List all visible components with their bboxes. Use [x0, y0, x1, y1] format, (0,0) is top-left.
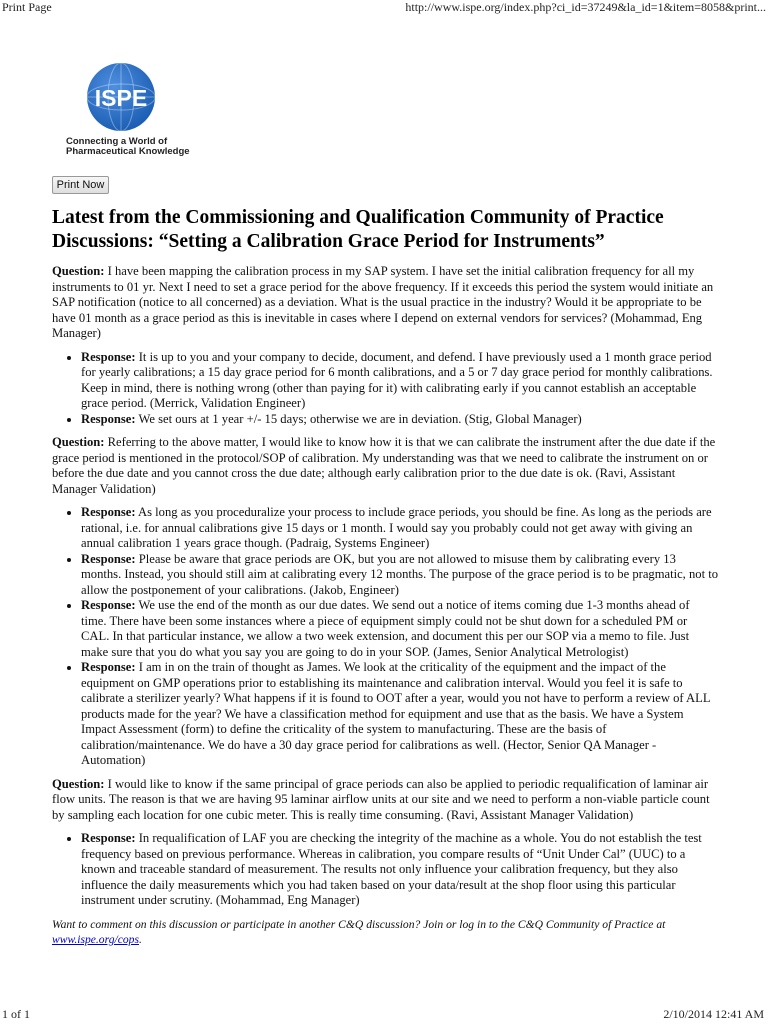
- header-page-title: Print Page: [2, 0, 52, 14]
- ispe-logo: [52, 62, 192, 162]
- response-item: [81, 412, 718, 428]
- question-text: Referring to the above matter, I would like to know how it is that we can calibrate the instrument after the due date if the grace period is mentioned in the protocol/SOP of calibration. My understanding was that we need to calibrate the instrument on or before the due date and you cannot cross the due date; although early calibration prior to the due date is ok. (Ravi, Assistant Manager Validation): [52, 435, 716, 496]
- response-text: We use the end of the month as our due dates. We send out a notice of items coming due 1-3 months ahead of time. There have been some instances where a piece of equipment simply could not be shut down for a scheduled PM or CAL. In that particular instance, we allow a two week extension, and document this per our SOP via a memo to file. Just make sure that you do what you say you are going to do in your SOP. (James, Senior Analytical Metrologist): [81, 598, 690, 659]
- tagline-line-2: Pharmaceutical Knowledge: [66, 146, 190, 157]
- logo-text: ISPE: [94, 85, 148, 111]
- question-2: [52, 435, 718, 497]
- cops-link[interactable]: www.ispe.org/cops: [52, 932, 139, 946]
- article-title: Latest from the Commissioning and Qualification Community of Practice Discussions: “Setting a Calibration Grace Period for Instruments”: [52, 207, 664, 252]
- print-footer: [0, 1007, 768, 1023]
- response-label: Response:: [81, 831, 136, 845]
- response-text: In requalification of LAF you are checking the integrity of the machine as a whole. You do not establish the test frequency based on previous performance. Whereas in calibration, you compare results of “Unit Under Cal” (UUC) to a known and traceable standard of measurement. The results not only influence your calibration frequency, but they also influence the daily measurements which you had taken based on your data/result at the shop floor using this particular instrument under scrutiny. (Mohammad, Eng Manager): [81, 831, 702, 907]
- closing-note: [52, 917, 718, 947]
- response-label: Response:: [81, 505, 136, 519]
- response-label: Response:: [81, 598, 136, 612]
- response-item: [81, 505, 718, 552]
- closing-text: Want to comment on this discussion or participate in another C&Q discussion? Join or log in to the C&Q Community of Practice at: [52, 917, 666, 931]
- response-label: Response:: [81, 660, 136, 674]
- question-1: [52, 264, 718, 342]
- question-label: Question:: [52, 776, 105, 791]
- print-now-button[interactable]: Print Now: [52, 176, 109, 194]
- article: [52, 206, 718, 958]
- question-label: Question:: [52, 264, 105, 278]
- response-item: [81, 598, 718, 660]
- response-item: [81, 552, 718, 599]
- page-count: 1 of 1: [2, 1007, 30, 1021]
- globe-icon: [86, 62, 156, 132]
- response-label: Response:: [81, 349, 136, 364]
- response-text: Please be aware that grace periods are OK, but you are not allowed to misuse them by calibrating every 13 months. Instead, you should still aim at calibrating every 12 months. The purpose of the grace period is to be pragmatic, not to allow the postponement of your calibrations. (Jakob, Engineer): [81, 551, 719, 597]
- response-text: I am in on the train of thought as James. We look at the criticality of the equipment and the impact of the equipment on GMP operations prior to establishing its maintenance and calibration interval. Would you feel it is safe to calibrate a sterilizer yearly? What happens if it is found to OOT after a year, would you not have to perform a review of ALL products made for the year? We have a classification method for equipment and use that as the basis. We have a System Impact Assessment (form) to define the criticality of the system to manufacturing. These are the basis of calibration/maintenance. We do have a 30 day grace period for calibrations as well. (Hector, Senior QA Manager - Automation): [81, 660, 711, 767]
- question-text: I have been mapping the calibration process in my SAP system. I have set the initial calibration frequency for all my instruments to 01 yr. Next I need to set a grace period for the above frequency. If it exceeds this period the system would initiate an SAP notification (notice to all concerned) as a deviation. What is the usual practice in the industry? Would it be appropriate to be have 01 month as a grace period as this is inevitable in cases where I depend on external vendors for services? (Mohammad, Eng Manager): [52, 264, 714, 340]
- logo-tagline: [52, 137, 206, 157]
- print-header: [0, 0, 768, 16]
- closing-end: .: [138, 932, 142, 946]
- print-timestamp: 2/10/2014 12:41 AM: [663, 1007, 764, 1021]
- response-label: Response:: [81, 411, 136, 426]
- responses-list-1: [52, 350, 718, 428]
- response-label: Response:: [81, 551, 136, 566]
- question-label: Question:: [52, 435, 105, 449]
- response-item: [81, 350, 718, 412]
- response-item: [81, 660, 718, 769]
- question-text: I would like to know if the same principal of grace periods can also be applied to periodic requalification of laminar air flow units. The reason is that we are having 95 laminar airflow units at our site and we need to perform a non-viable particle count by sampling each location for one cubic meter. This is really time consuming. (Ravi, Assistant Manager Validation): [52, 776, 710, 822]
- question-3: [52, 777, 718, 824]
- header-url: http://www.ispe.org/index.php?ci_id=37249&la_id=1&item=8058&print...: [405, 0, 766, 14]
- tagline-line-1: Connecting a World of: [66, 136, 168, 147]
- responses-list-2: [52, 505, 718, 769]
- response-item: [81, 831, 718, 909]
- response-text: It is up to you and your company to decide, document, and defend. I have previously used a 1 month grace period for yearly calibrations; a 15 day grace period for 6 month calibrations, and a 5 or 7 day grace period for monthly calibrations. Keep in mind, there is nothing wrong (other than paying for it) with calibrating early if you cannot establish an acceptable grace period. (Merrick, Validation Engineer): [81, 349, 713, 410]
- response-text: We set ours at 1 year +/- 15 days; otherwise we are in deviation. (Stig, Global Manager): [135, 411, 582, 426]
- responses-list-3: [52, 831, 718, 909]
- response-text: As long as you proceduralize your process to include grace periods, you should be fine. As long as the periods are rational, i.e. for annual calibrations give 15 days or 1 month. I would say you probably could not get away with giving an annual calibration 1 years grace though. (Padraig, Systems Engineer): [81, 505, 712, 550]
